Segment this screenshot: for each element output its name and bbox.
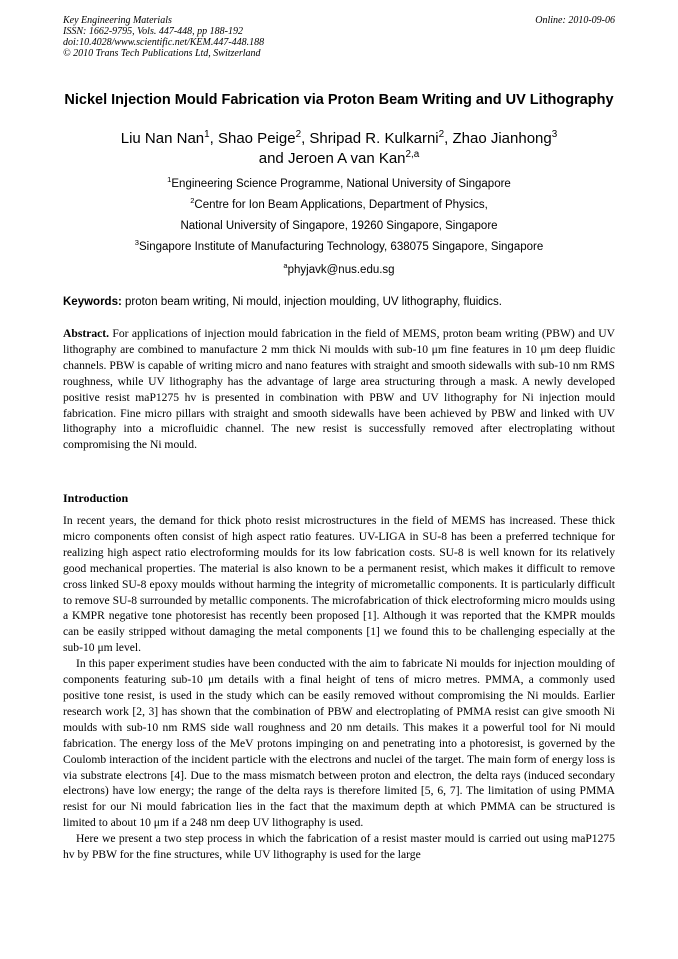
paragraph: In this paper experiment studies have been conducted with the aim to fabricate Ni moulds for injection moulding of components featuring sub-10 μm details with a final height of tens of micro metres. PMMA, a commonly used positive tone resist, is used in the study which can be easily removed without compromising the Ni moulds. Earlier research work [2, 3] has shown that the combination of PBW and electroplating of PMMA resist can give smooth Ni moulds with sub-10 nm RMS side wall roughness and 20 nm details. This makes it a powerful tool for Ni mould fabrication. The energy loss of the MeV protons impinging on and penetrating into a photoresist, is governed by the Coulomb interaction of the incident particle with the electrons and nuclei of the target. The main form of energy loss is via substrate electrons [4]. Due to the mass mismatch between proton and electron, the delta rays (induced secondary electrons) have low energy; the range of the delta rays is therefore limited [5, 6, 7]. The limitation of using PMMA resist for our Ni mould fabrication lies in the fact that the maximum depth at which PMMA can be structured is limited to about 10 μm if a 248 nm deep UV lithography is used. [63,657,615,830]
paper-title: Nickel Injection Mould Fabrication via Proton Beam Writing and UV Lithography [64,92,614,108]
affiliation-2: $^2$Centre for Ion Beam Applications, Department of Physics, [190,196,488,211]
author-name: Liu Nan Nan [120,130,205,147]
journal-header [63,15,264,59]
issn-line: ISSN: 1662-9795, Vols. 447-448, pp 188-192 [63,26,243,37]
author-name: Jeroen A van Kan [287,150,406,167]
abstract-text: For applications of injection mould fabrication in the field of MEMS, proton beam writing (PBW) and UV lithography are combined to manufacture 2 mm thick Ni moulds with sub-10 μm fine features in 10 μm deep fluidic channels. PBW is capable of writing micro and nano features with straight and smooth sidewalls with sub-10 nm RMS roughness, while UV lithography has the advantage of large area structuring through a mask. A newly developed positive resist maP1275 hv is presented in combination with PBW and UV lithography for Ni injection mould fabrication. Fine micro pillars with straight and smooth sidewalls have been achieved by PBW and linked with UV lithography into a microfluidic channel. The new resist is successfully removed after electroplating without compromising the Ni mould. [63,327,615,452]
author-affil-mark: 2 [295,129,302,140]
corresponding-email: $^a$phyjavk@nus.edu.sg [283,261,395,276]
journal-name: Key Engineering Materials [63,15,172,26]
author-name: Zhao Jianhong [452,130,552,147]
author-affil-mark: 3 [551,129,558,140]
abstract [63,326,615,453]
author-affil-mark: 1 [204,129,210,140]
author-affil-mark: 2 [438,129,445,140]
author-name: Shripad R. Kulkarni [309,130,439,147]
affiliation-1: $^1$Engineering Science Programme, National University of Singapore [167,175,511,190]
introduction-body [63,513,615,863]
section-heading-introduction: Introduction [63,491,129,505]
online-date: Online: 2010-09-06 [535,15,615,26]
doi-line: doi:10.4028/www.scientific.net/KEM.447-448.188 [63,37,265,48]
author-list: Liu Nan Nan$^1$, Shao Peige$^2$, Shripad R. Kulkarni$^2$, Zhao Jianhong$^3$ and Jeroen A van Kan$^{2,a}$ [120,129,558,167]
affiliation-3: $^3$Singapore Institute of Manufacturing Technology, 638075 Singapore, Singapore [134,238,544,253]
affiliations [63,174,615,281]
paragraph: Here we present a two step process in which the fabrication of a resist master mould is carried out using maP1275 hv by PBW for the fine structures, while UV lithography is used for the large [63,832,615,862]
author-name: Shao Peige [217,130,296,147]
keywords [63,295,615,310]
abstract-label: Abstract. [63,327,110,340]
author-affil-mark: 2,a [405,149,420,160]
keywords-text: proton beam writing, Ni mould, injection moulding, UV lithography, fluidics. [121,296,502,308]
copyright-line: © 2010 Trans Tech Publications Ltd, Switzerland [63,48,261,59]
affiliation-2-cont: National University of Singapore, 19260 Singapore, Singapore [180,220,498,232]
keywords-label: Keywords: [63,296,122,308]
paragraph: In recent years, the demand for thick photo resist microstructures in the field of MEMS has increased. These thick micro components often consist of high aspect ratio features. UV-LIGA in SU-8 has been a preferred technique for realizing high aspect ratio electroforming moulds for its low fabrication costs. SU-8 is well known for its relatively good mechanical properties. The material is also known to be a permanent resist, which makes it difficult to remove cross linked SU-8 epoxy moulds without harming the integrity of micrometallic components. It is particularly difficult to remove SU-8 surrounded by metallic components. The microfabrication of thick electroforming micro moulds using a KMPR negative tone photoresist has recently been proposed [1]. Although it was reported that the KMPR moulds can be easily stripped without damaging the metal components [1] we found this to be challenging especially at the sub-10 μm level. [63,514,615,655]
